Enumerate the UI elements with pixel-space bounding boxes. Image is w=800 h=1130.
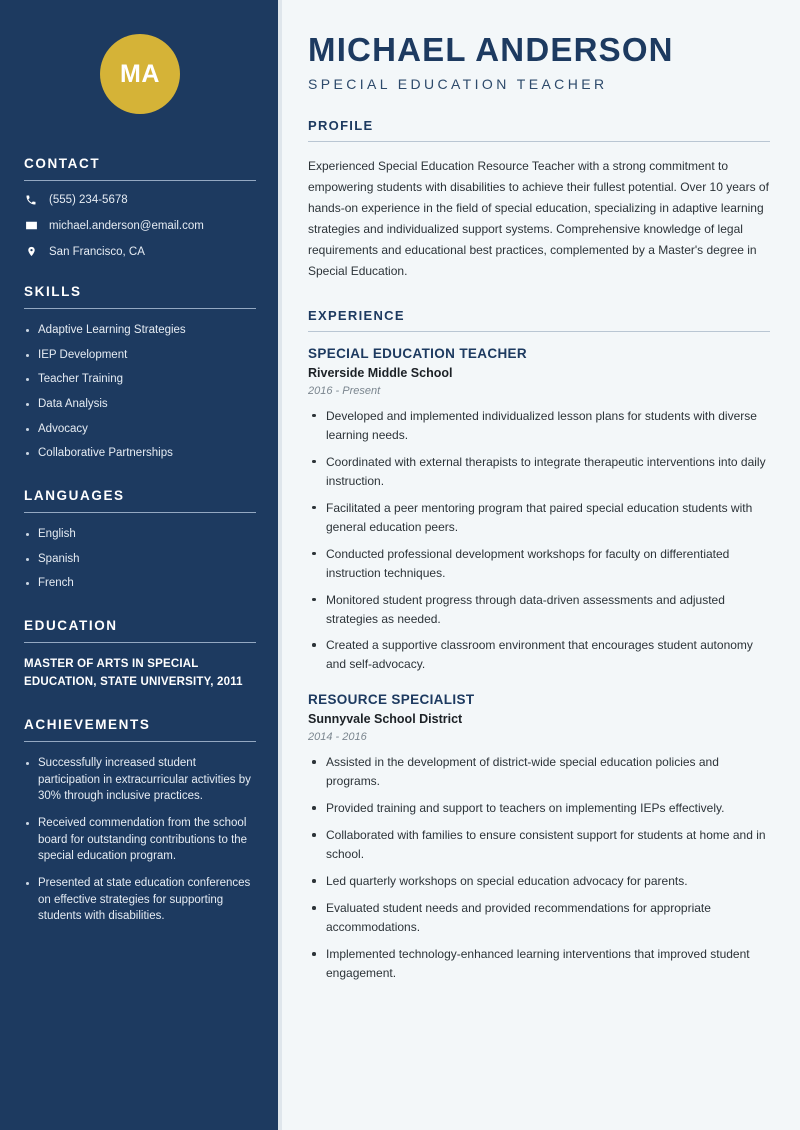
skills-list xyxy=(24,322,256,462)
list-item: Coordinated with external therapists to integrate therapeutic interventions into daily instruction. xyxy=(308,453,770,491)
list-item: Teacher Training xyxy=(24,371,256,388)
experience-job-title: RESOURCE SPECIALIST xyxy=(308,692,475,708)
list-item: Collaborated with families to ensure consistent support for students at home and in school. xyxy=(308,826,770,864)
contact-row-email[interactable] xyxy=(24,219,256,232)
phone-icon xyxy=(24,194,38,206)
experience-bullet-list xyxy=(308,753,770,983)
list-item: Data Analysis xyxy=(24,396,256,413)
list-item: Provided training and support to teachers on implementing IEPs effectively. xyxy=(308,799,770,818)
list-item: Successfully increased student participation in extracurricular activities by 30% through inclusive practices. xyxy=(24,755,256,805)
sidebar-section-contact xyxy=(24,156,256,258)
avatar: MA xyxy=(100,34,180,114)
experience-entry xyxy=(308,346,770,674)
list-item: Advocacy xyxy=(24,421,256,438)
envelope-icon xyxy=(24,219,38,232)
list-item: French xyxy=(24,575,256,592)
list-item: Evaluated student needs and provided recommendations for appropriate accommodations. xyxy=(308,899,770,937)
contact-email-value: michael.anderson@email.com xyxy=(49,219,204,232)
page-title: MICHAEL ANDERSON xyxy=(308,31,674,68)
experience-divider xyxy=(308,331,770,332)
sidebar-section-achievements xyxy=(24,717,256,925)
contact-heading: CONTACT xyxy=(24,156,101,171)
languages-heading: LANGUAGES xyxy=(24,488,125,504)
list-item: Monitored student progress through data-driven assessments and adjusted strategies as needed. xyxy=(308,591,770,629)
languages-divider xyxy=(24,512,256,513)
contact-row-location[interactable] xyxy=(24,245,256,258)
avatar-container xyxy=(24,0,256,156)
sidebar-section-languages xyxy=(24,488,256,592)
list-item: Implemented technology-enhanced learning interventions that improved student engagement. xyxy=(308,945,770,983)
education-divider xyxy=(24,642,256,643)
main-content xyxy=(278,0,800,1130)
experience-job-title: SPECIAL EDUCATION TEACHER xyxy=(308,345,528,361)
list-item: Developed and implemented individualized lesson plans for students with diverse learning needs. xyxy=(308,407,770,445)
list-item: Presented at state education conferences on effective strategies for supporting students with disabilities. xyxy=(24,875,256,925)
main-section-experience xyxy=(308,308,770,983)
list-item: Adaptive Learning Strategies xyxy=(24,322,256,339)
sidebar xyxy=(0,0,278,1130)
sidebar-section-education xyxy=(24,618,256,691)
experience-company: Riverside Middle School xyxy=(308,365,453,380)
languages-list xyxy=(24,526,256,592)
skills-divider xyxy=(24,308,256,309)
achievements-heading: ACHIEVEMENTS xyxy=(24,716,151,732)
list-item: Collaborative Partnerships xyxy=(24,445,256,462)
list-item: Spanish xyxy=(24,551,256,568)
experience-heading: EXPERIENCE xyxy=(308,307,405,323)
profile-divider xyxy=(308,141,770,142)
list-item: Conducted professional development workshops for faculty on differentiated instruction techniques. xyxy=(308,545,770,583)
main-section-profile xyxy=(308,118,770,282)
list-item: Received commendation from the school board for outstanding contributions to the special education program. xyxy=(24,815,256,865)
contact-location-value: San Francisco, CA xyxy=(49,245,145,258)
experience-entry xyxy=(308,692,770,983)
list-item: English xyxy=(24,526,256,543)
list-item: IEP Development xyxy=(24,347,256,364)
experience-bullet-list xyxy=(308,407,770,674)
experience-dates: 2016 - Present xyxy=(308,384,381,397)
contact-divider xyxy=(24,180,256,181)
list-item: Assisted in the development of district-wide special education policies and programs. xyxy=(308,753,770,791)
education-entry: MASTER OF ARTS IN SPECIAL EDUCATION, STATE UNIVERSITY, 2011 xyxy=(24,658,243,688)
job-subtitle: SPECIAL EDUCATION TEACHER xyxy=(308,75,608,92)
skills-heading: SKILLS xyxy=(24,284,82,299)
profile-text: Experienced Special Education Resource Teacher with a strong commitment to empowering students with disabilities to achieve their fullest potential. Over 10 years of hands-on experience in the field of special education, specializing in adaptive learning strategies and individualized support systems. Comprehensive knowledge of legal requirements and educational best practices, complemented by a Master's degree in Special Education. xyxy=(308,158,769,278)
sidebar-section-skills xyxy=(24,284,256,462)
contact-row-phone[interactable] xyxy=(24,194,256,206)
experience-company: Sunnyvale School District xyxy=(308,712,463,727)
list-item: Created a supportive classroom environment that encourages student autonomy and self-advocacy. xyxy=(308,636,770,674)
profile-heading: PROFILE xyxy=(308,117,374,133)
education-heading: EDUCATION xyxy=(24,618,118,634)
list-item: Facilitated a peer mentoring program that paired special education students with general education peers. xyxy=(308,499,770,537)
location-pin-icon xyxy=(24,245,38,258)
list-item: Led quarterly workshops on special education advocacy for parents. xyxy=(308,872,770,891)
contact-phone-value: (555) 234-5678 xyxy=(49,194,128,206)
experience-dates: 2014 - 2016 xyxy=(308,731,367,744)
achievements-divider xyxy=(24,741,256,742)
achievements-list xyxy=(24,755,256,925)
